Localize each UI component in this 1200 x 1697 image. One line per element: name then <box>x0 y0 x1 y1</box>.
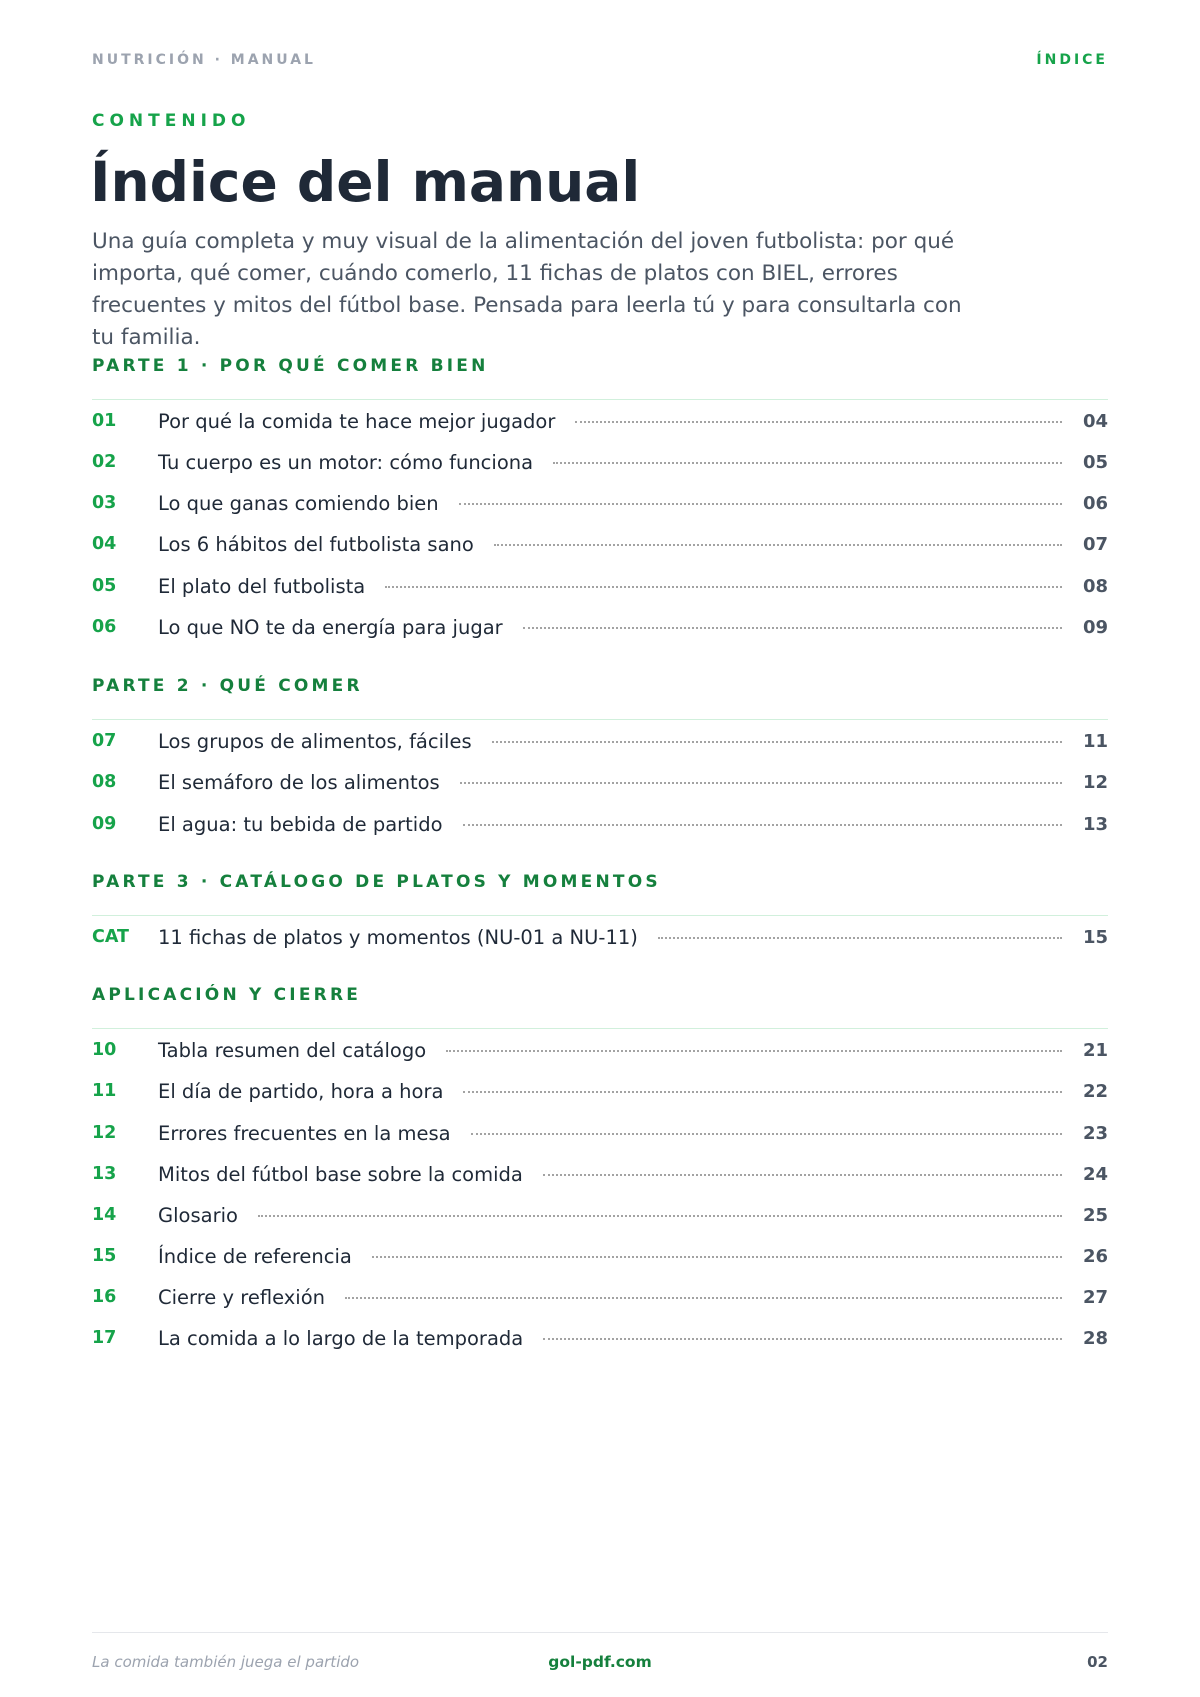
section-heading-parte-3 <box>92 872 1108 916</box>
running-header-right: ÍNDICE <box>1036 52 1108 68</box>
toc-entry-title: Mitos del fútbol base sobre la comida <box>158 1162 523 1186</box>
toc-entry-title: Tabla resumen del catálogo <box>158 1038 427 1062</box>
toc-entry-page: 06 <box>1082 492 1108 514</box>
toc-entry[interactable] <box>92 1161 1108 1187</box>
toc-entry[interactable] <box>92 1284 1108 1310</box>
footer-tagline: La comida también juega el partido <box>92 1653 360 1671</box>
toc-entry-title: Cierre y reflexión <box>158 1285 325 1309</box>
toc-entry-number: 07 <box>92 731 117 751</box>
toc-entry-page: 22 <box>1082 1080 1108 1102</box>
toc-entry[interactable] <box>92 490 1108 516</box>
footer-page-number: 02 <box>1087 1653 1108 1671</box>
toc-entry-number: 09 <box>92 814 117 834</box>
toc-entry[interactable] <box>92 1037 1108 1063</box>
toc-entry-number: 16 <box>92 1287 117 1307</box>
toc-entry-page: 12 <box>1082 771 1108 793</box>
toc-entry-number: 17 <box>92 1328 117 1348</box>
toc-entry-number: CAT <box>92 927 129 947</box>
dot-leader <box>523 627 1062 629</box>
toc-entry-title: Índice de referencia <box>158 1244 352 1268</box>
dot-leader <box>471 1133 1062 1135</box>
toc-entry[interactable] <box>92 769 1108 795</box>
toc-entry[interactable] <box>92 531 1108 557</box>
page-footer <box>92 1632 1108 1672</box>
toc-entry-page: 27 <box>1082 1286 1108 1308</box>
toc-entry-title: El semáforo de los alimentos <box>158 770 440 794</box>
section-heading-label: APLICACIÓN Y CIERRE <box>92 985 362 1005</box>
page-title: Índice del manual <box>90 150 641 214</box>
toc-entry[interactable] <box>92 811 1108 837</box>
dot-leader <box>463 1091 1062 1093</box>
section-heading-aplicacion <box>92 985 1108 1029</box>
toc-entry-number: 06 <box>92 617 117 637</box>
toc-entry[interactable] <box>92 449 1108 475</box>
toc-entry-number: 01 <box>92 411 117 431</box>
section-heading-label: PARTE 1 · POR QUÉ COMER BIEN <box>92 356 489 376</box>
toc-entry-page: 08 <box>1082 575 1108 597</box>
toc-entry-page: 15 <box>1082 926 1108 948</box>
dot-leader <box>258 1215 1062 1217</box>
toc-entry[interactable] <box>92 408 1108 434</box>
toc-entry-title: Glosario <box>158 1203 238 1227</box>
section-heading-label: PARTE 2 · QUÉ COMER <box>92 676 363 696</box>
toc-entry-title: Lo que ganas comiendo bien <box>158 491 439 515</box>
toc-entry-page: 23 <box>1082 1122 1108 1144</box>
toc-entry-page: 25 <box>1082 1204 1108 1226</box>
section-kicker: CONTENIDO <box>92 111 251 131</box>
toc-entry-page: 09 <box>1082 616 1108 638</box>
toc-entry-number: 15 <box>92 1246 117 1266</box>
dot-leader <box>463 824 1062 826</box>
toc-entry[interactable] <box>92 1078 1108 1104</box>
toc-entry-title: Los 6 hábitos del futbolista sano <box>158 532 474 556</box>
toc-entry-number: 10 <box>92 1040 117 1060</box>
dot-leader <box>459 503 1062 505</box>
toc-entry-title: La comida a lo largo de la temporada <box>158 1326 524 1350</box>
toc-entry-title: Lo que NO te da energía para jugar <box>158 615 503 639</box>
footer-site-link[interactable]: gol-pdf.com <box>548 1653 652 1671</box>
toc-entry[interactable] <box>92 1202 1108 1228</box>
toc-entry[interactable] <box>92 924 1108 950</box>
toc-entry-number: 11 <box>92 1081 117 1101</box>
toc-entry-title: Los grupos de alimentos, fáciles <box>158 729 472 753</box>
toc-entry-number: 02 <box>92 452 117 472</box>
toc-entry-page: 11 <box>1082 730 1108 752</box>
dot-leader <box>492 741 1062 743</box>
toc-entry-page: 07 <box>1082 533 1108 555</box>
dot-leader <box>658 937 1062 939</box>
dot-leader <box>553 462 1062 464</box>
toc-entry-title: El agua: tu bebida de partido <box>158 812 443 836</box>
toc-entry-page: 26 <box>1082 1245 1108 1267</box>
dot-leader <box>385 586 1062 588</box>
toc-entry-number: 05 <box>92 576 117 596</box>
section-heading-parte-1 <box>92 356 1108 400</box>
toc-entry-number: 03 <box>92 493 117 513</box>
toc-entry-title: Por qué la comida te hace mejor jugador <box>158 409 556 433</box>
dot-leader <box>460 782 1062 784</box>
dot-leader <box>494 544 1062 546</box>
toc-entry-number: 14 <box>92 1205 117 1225</box>
toc-entry[interactable] <box>92 1325 1108 1351</box>
dot-leader <box>543 1338 1062 1340</box>
toc-entry-number: 12 <box>92 1123 117 1143</box>
toc-entry-page: 13 <box>1082 813 1108 835</box>
toc-entry-page: 04 <box>1082 410 1108 432</box>
toc-entry-title: Tu cuerpo es un motor: cómo funciona <box>158 450 534 474</box>
section-heading-parte-2 <box>92 676 1108 720</box>
toc-entry[interactable] <box>92 728 1108 754</box>
toc-entry-title: El plato del futbolista <box>158 574 366 598</box>
toc-entry-page: 24 <box>1082 1163 1108 1185</box>
dot-leader <box>345 1297 1062 1299</box>
toc-entry-title: 11 fichas de platos y momentos (NU-01 a NU-11) <box>158 925 638 949</box>
toc-entry-page: 28 <box>1082 1327 1108 1349</box>
dot-leader <box>446 1050 1062 1052</box>
toc-entry[interactable] <box>92 1243 1108 1269</box>
toc-entry[interactable] <box>92 1120 1108 1146</box>
running-header <box>92 52 1108 72</box>
toc-entry-number: 13 <box>92 1164 117 1184</box>
toc-entry-number: 08 <box>92 772 117 792</box>
toc-entry-page: 05 <box>1082 451 1108 473</box>
intro-paragraph: Una guía completa y muy visual de la alimentación del joven futbolista: por qué importa, qué comer, cuándo comerlo, 11 fichas de platos con BIEL, errores frecuentes y mitos del fútbol base. Pensada para leerla tú y para consultarla con tu familia. <box>92 229 962 350</box>
toc-entry-title: Errores frecuentes en la mesa <box>158 1121 451 1145</box>
dot-leader <box>372 1256 1062 1258</box>
toc-entry-number: 04 <box>92 534 117 554</box>
section-heading-label: PARTE 3 · CATÁLOGO DE PLATOS Y MOMENTOS <box>92 872 661 892</box>
dot-leader <box>543 1174 1062 1176</box>
toc-entry-page: 21 <box>1082 1039 1108 1061</box>
toc-entry[interactable] <box>92 573 1108 599</box>
running-header-left: NUTRICIÓN · MANUAL <box>92 52 316 68</box>
dot-leader <box>575 421 1062 423</box>
toc-entry-title: El día de partido, hora a hora <box>158 1079 444 1103</box>
toc-entry[interactable] <box>92 614 1108 640</box>
